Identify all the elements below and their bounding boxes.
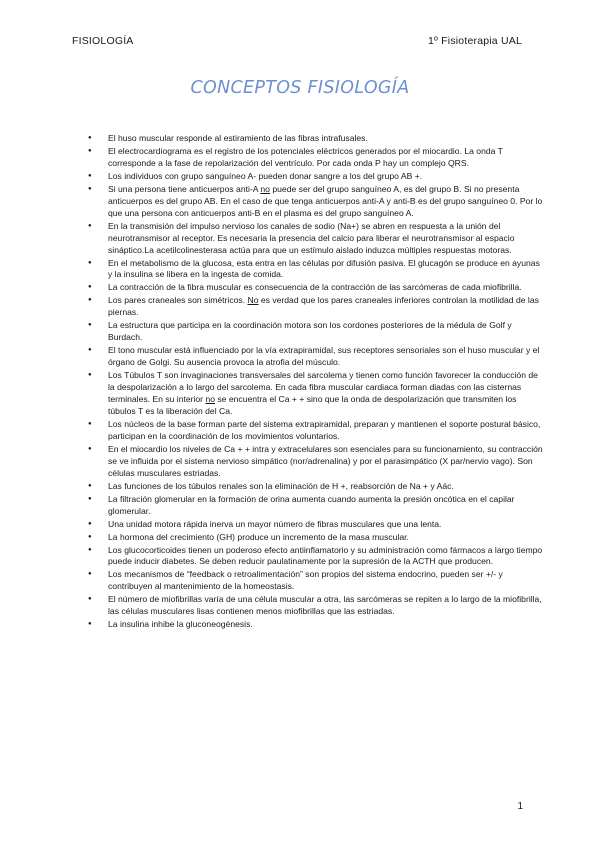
list-item: ● En el metabolismo de la glucosa, esta entra en las células por difusión pasiva. El glucagón se produce en ayunas y la insulina se libera en la ingesta de comida. [108, 258, 544, 282]
list-item: ● La estructura que participa en la coordinación motora son los cordones posteriores de la médula de Golf y Burdach. [108, 320, 544, 344]
list-item [108, 370, 544, 418]
list-item: ● Los glucocorticoides tienen un poderoso efecto antiinflamatorio y su administración como fármacos a largo tiempo puede inducir diabetes. Se deben reducir paulatinamente por la supresión de la ACTH que producen. [108, 545, 544, 569]
list-item: ● Los individuos con grupo sanguíneo A- pueden donar sangre a los del grupo AB +. [108, 171, 544, 183]
list-item-text: puede ser del grupo sanguíneo A, es del grupo B. Si no presenta anticuerpos es del grupo AB. En el caso de que tenga anticuerpos anti-A y anti-B es del grupo sanguíneo 0. Por lo que una persona con anticuerpos anti-B en el plasma es del grupo sanguíneo A. [108, 183, 543, 218]
underlined-word: no [260, 183, 270, 194]
header-subject: FISIOLOGÍA [72, 35, 134, 47]
list-item [108, 295, 544, 319]
list-item-text: Los pares craneales son simétricos. [108, 295, 248, 306]
concept-list [88, 133, 544, 632]
list-item: ● El huso muscular responde al estiramiento de las fibras intrafusales. [108, 133, 544, 145]
list-item: ● En la transmisión del impulso nervioso los canales de sodio (Na+) se abren en respuesta a la unión del neurotransmisor al receptor. Es necesaria la presencia del calcio para liberar el neurotransmisor al espacio sináptico.La acetilcolinesterasa actúa para que un estímulo aislado induzca múltiples respuestas motoras. [108, 221, 544, 257]
list-item-text: es verdad que los pares craneales inferiores controlan la motilidad de las piernas. [108, 295, 539, 318]
list-item: ● Las funciones de los túbulos renales son la eliminación de H +, reabsorción de Na + y Aác. [108, 481, 544, 493]
page-title: CONCEPTOS FISIOLOGÍA [190, 78, 410, 98]
list-item: ● Los núcleos de la base forman parte del sistema extrapiramidal, preparan y mantienen el soporte postural básico, participan en la coordinación de los movimientos voluntarios. [108, 419, 544, 443]
list-item: ● La insulina inhibe la gluconeogénesis. [108, 619, 544, 631]
list-item-text: Los Túbulos T son invaginaciones transversales del sarcolema y tienen como función favorecer la conducción de la despolarización a lo largo del sarcolema. En cada fibra muscular cardiaca forman diadas con las cisternas terminales. En su interior [108, 370, 538, 404]
list-item: ● La contracción de la fibra muscular es consecuencia de la contracción de las sarcómeras de cada miofibrilla. [108, 282, 544, 294]
list-item-text: Si una persona tiene anticuerpos anti-A [108, 183, 261, 194]
list-item [108, 184, 544, 220]
list-item: ● El tono muscular está influenciado por la vía extrapiramidal, sus receptores sensoriales son el huso muscular y el órgano de Golgi. Su ausencia provoca la atrofia del músculo. [108, 345, 544, 369]
list-item: ● El electrocardiograma es el registro de los potenciales eléctricos generados por el miocardio. La onda T corresponde a la fase de repolarización del ventrículo. Por cada onda P hay un complejo QRS. [108, 146, 544, 170]
list-item: ● El número de miofibrillas varía de una célula muscular a otra, las sarcómeras se repiten a lo largo de la miofibrilla, las células musculares lisas contienen menos miofibrillas que las estriadas. [108, 594, 544, 618]
underlined-word: no [205, 393, 215, 404]
list-item-text: se encuentra el Ca + + sino que la onda de despolarización que transmiten los túbulos T es la liberación del Ca. [108, 393, 517, 416]
list-item: ● Los mecanismos de “feedback o retroalimentación” son propios del sistema endocrino, pueden ser +/- y contribuyen al mantenimiento de la homeostasis. [108, 569, 544, 593]
list-item: ● La filtración glomerular en la formación de orina aumenta cuando aumenta la presión oncótica en el capilar glomerular. [108, 494, 544, 518]
page-number: 1 [517, 801, 523, 812]
list-item: ● Una unidad motora rápida inerva un mayor número de fibras musculares que una lenta. [108, 519, 544, 531]
list-item: ● La hormona del crecimiento (GH) produce un incremento de la masa muscular. [108, 532, 544, 544]
underlined-word: No [247, 295, 259, 306]
list-item: ● En el miocardio los niveles de Ca + + intra y extracelulares son esenciales para su funcionamiento, su contracción se ve influida por el sistema nervioso simpático (nor/adrenalina) y por el parasimpático (X par/nervio vago). Son células musculares estriadas. [108, 444, 544, 480]
header-course: 1º Fisioterapia UAL [427, 35, 522, 47]
